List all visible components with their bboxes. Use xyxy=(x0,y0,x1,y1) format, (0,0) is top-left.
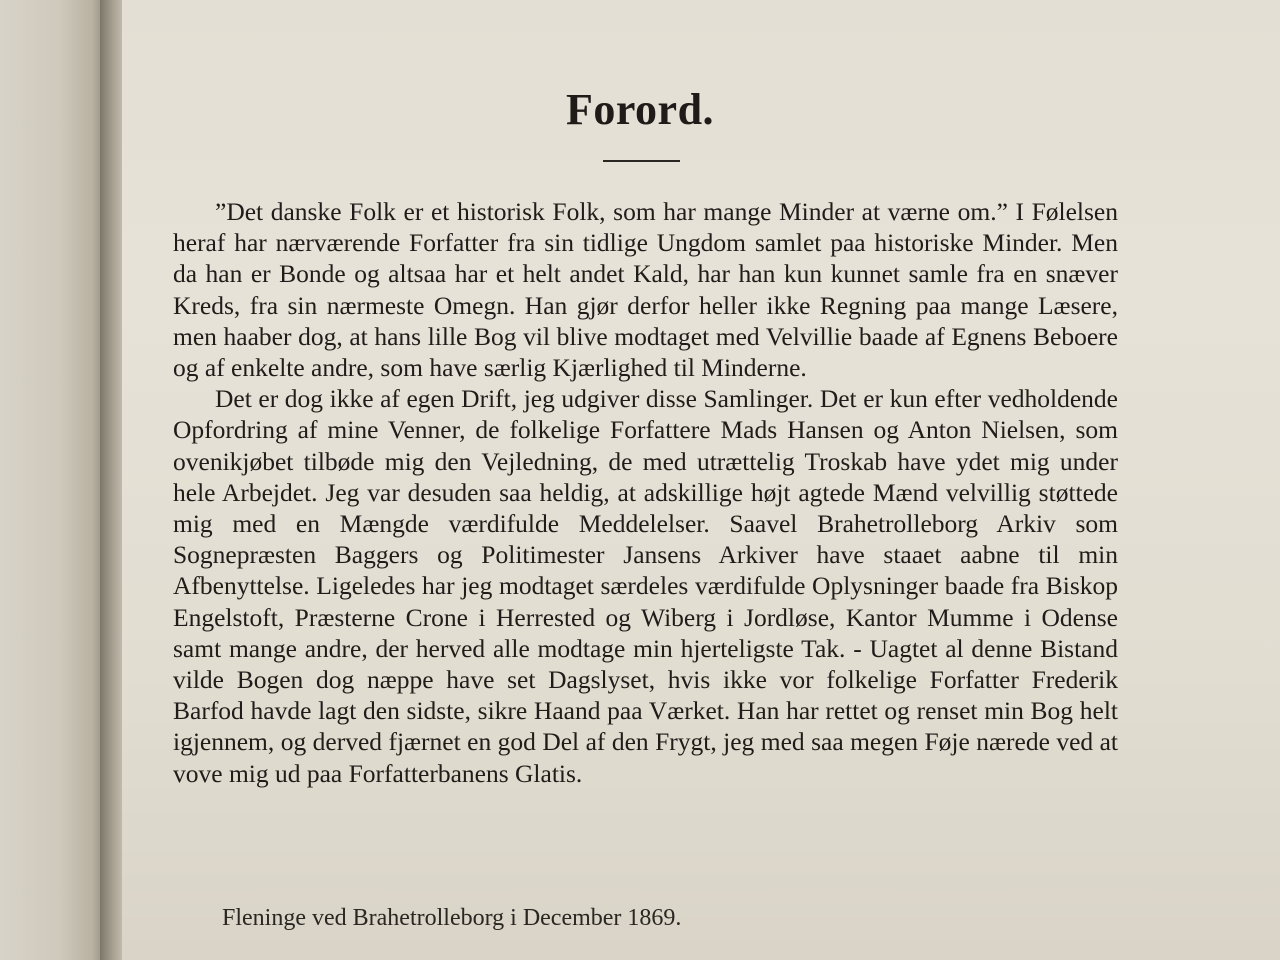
paragraph-1: ”Det danske Folk er et historisk Folk, som har mange Minder at værne om.” I Følelsen heraf har nærværende Forfatter fra sin tidlige Ungdom samlet paa historiske Minder. Men da han er Bonde og altsaa har et helt andet Kald, har han kun kunnet samle fra en snæver Kreds, fra sin nærmeste Omegn. Han gjør derfor heller ikke Regning paa mange Læsere, men haaber dog, at hans lille Bog vil blive modtaget med Velvillie baade af Egnens Beboere og af enkelte andre, som have særlig Kjærlighed til Minderne. xyxy=(173,197,1118,383)
paragraph-2: Det er dog ikke af egen Drift, jeg udgiver disse Samlinger. Det er kun efter vedholdende Opfordring af mine Venner, de folkelige Forfattere Mads Hansen og Anton Nielsen, som ovenikjøbet tilbøde mig den Vejledning, de med utrættelig Troskab have ydet mig under hele Arbejdet. Jeg var desuden saa heldig, at adskillige højt agtede Mænd velvillig støttede mig med en Mængde værdifulde Meddelelser. Saavel Brahetrolleborg Arkiv som Sognepræsten Baggers og Politimester Jansens Arkiver have staaet aabne til min Afbenyttelse. Ligeledes har jeg modtaget særdeles værdifulde Oplysninger baade fra Biskop Engelstoft, Præsterne Crone i Herrested og Wiberg i Jordløse, Kantor Mumme i Odense samt mange andre, der herved alle modtage min hjerteligste Tak. - Uagtet al denne Bistand vilde Bogen dog næppe have set Dagslyset, hvis ikke vor folkelige Forfatter Frederik Barfod havde lagt den sidste, sikre Haand paa Værket. Han har rettet og renset min Bog helt igjennem, og derved fjærnet en god Del af den Frygt, jeg med saa megen Føje nærede ved at vove mig ud paa Forfatterbanens Glatis. xyxy=(173,384,1118,788)
preface-body xyxy=(173,196,1118,789)
title-divider xyxy=(603,160,680,162)
signoff-line: Fleninge ved Brahetrolleborg i December 1869. xyxy=(222,905,682,931)
left-page-edge xyxy=(0,0,108,960)
page-title: Forord. xyxy=(565,85,715,134)
